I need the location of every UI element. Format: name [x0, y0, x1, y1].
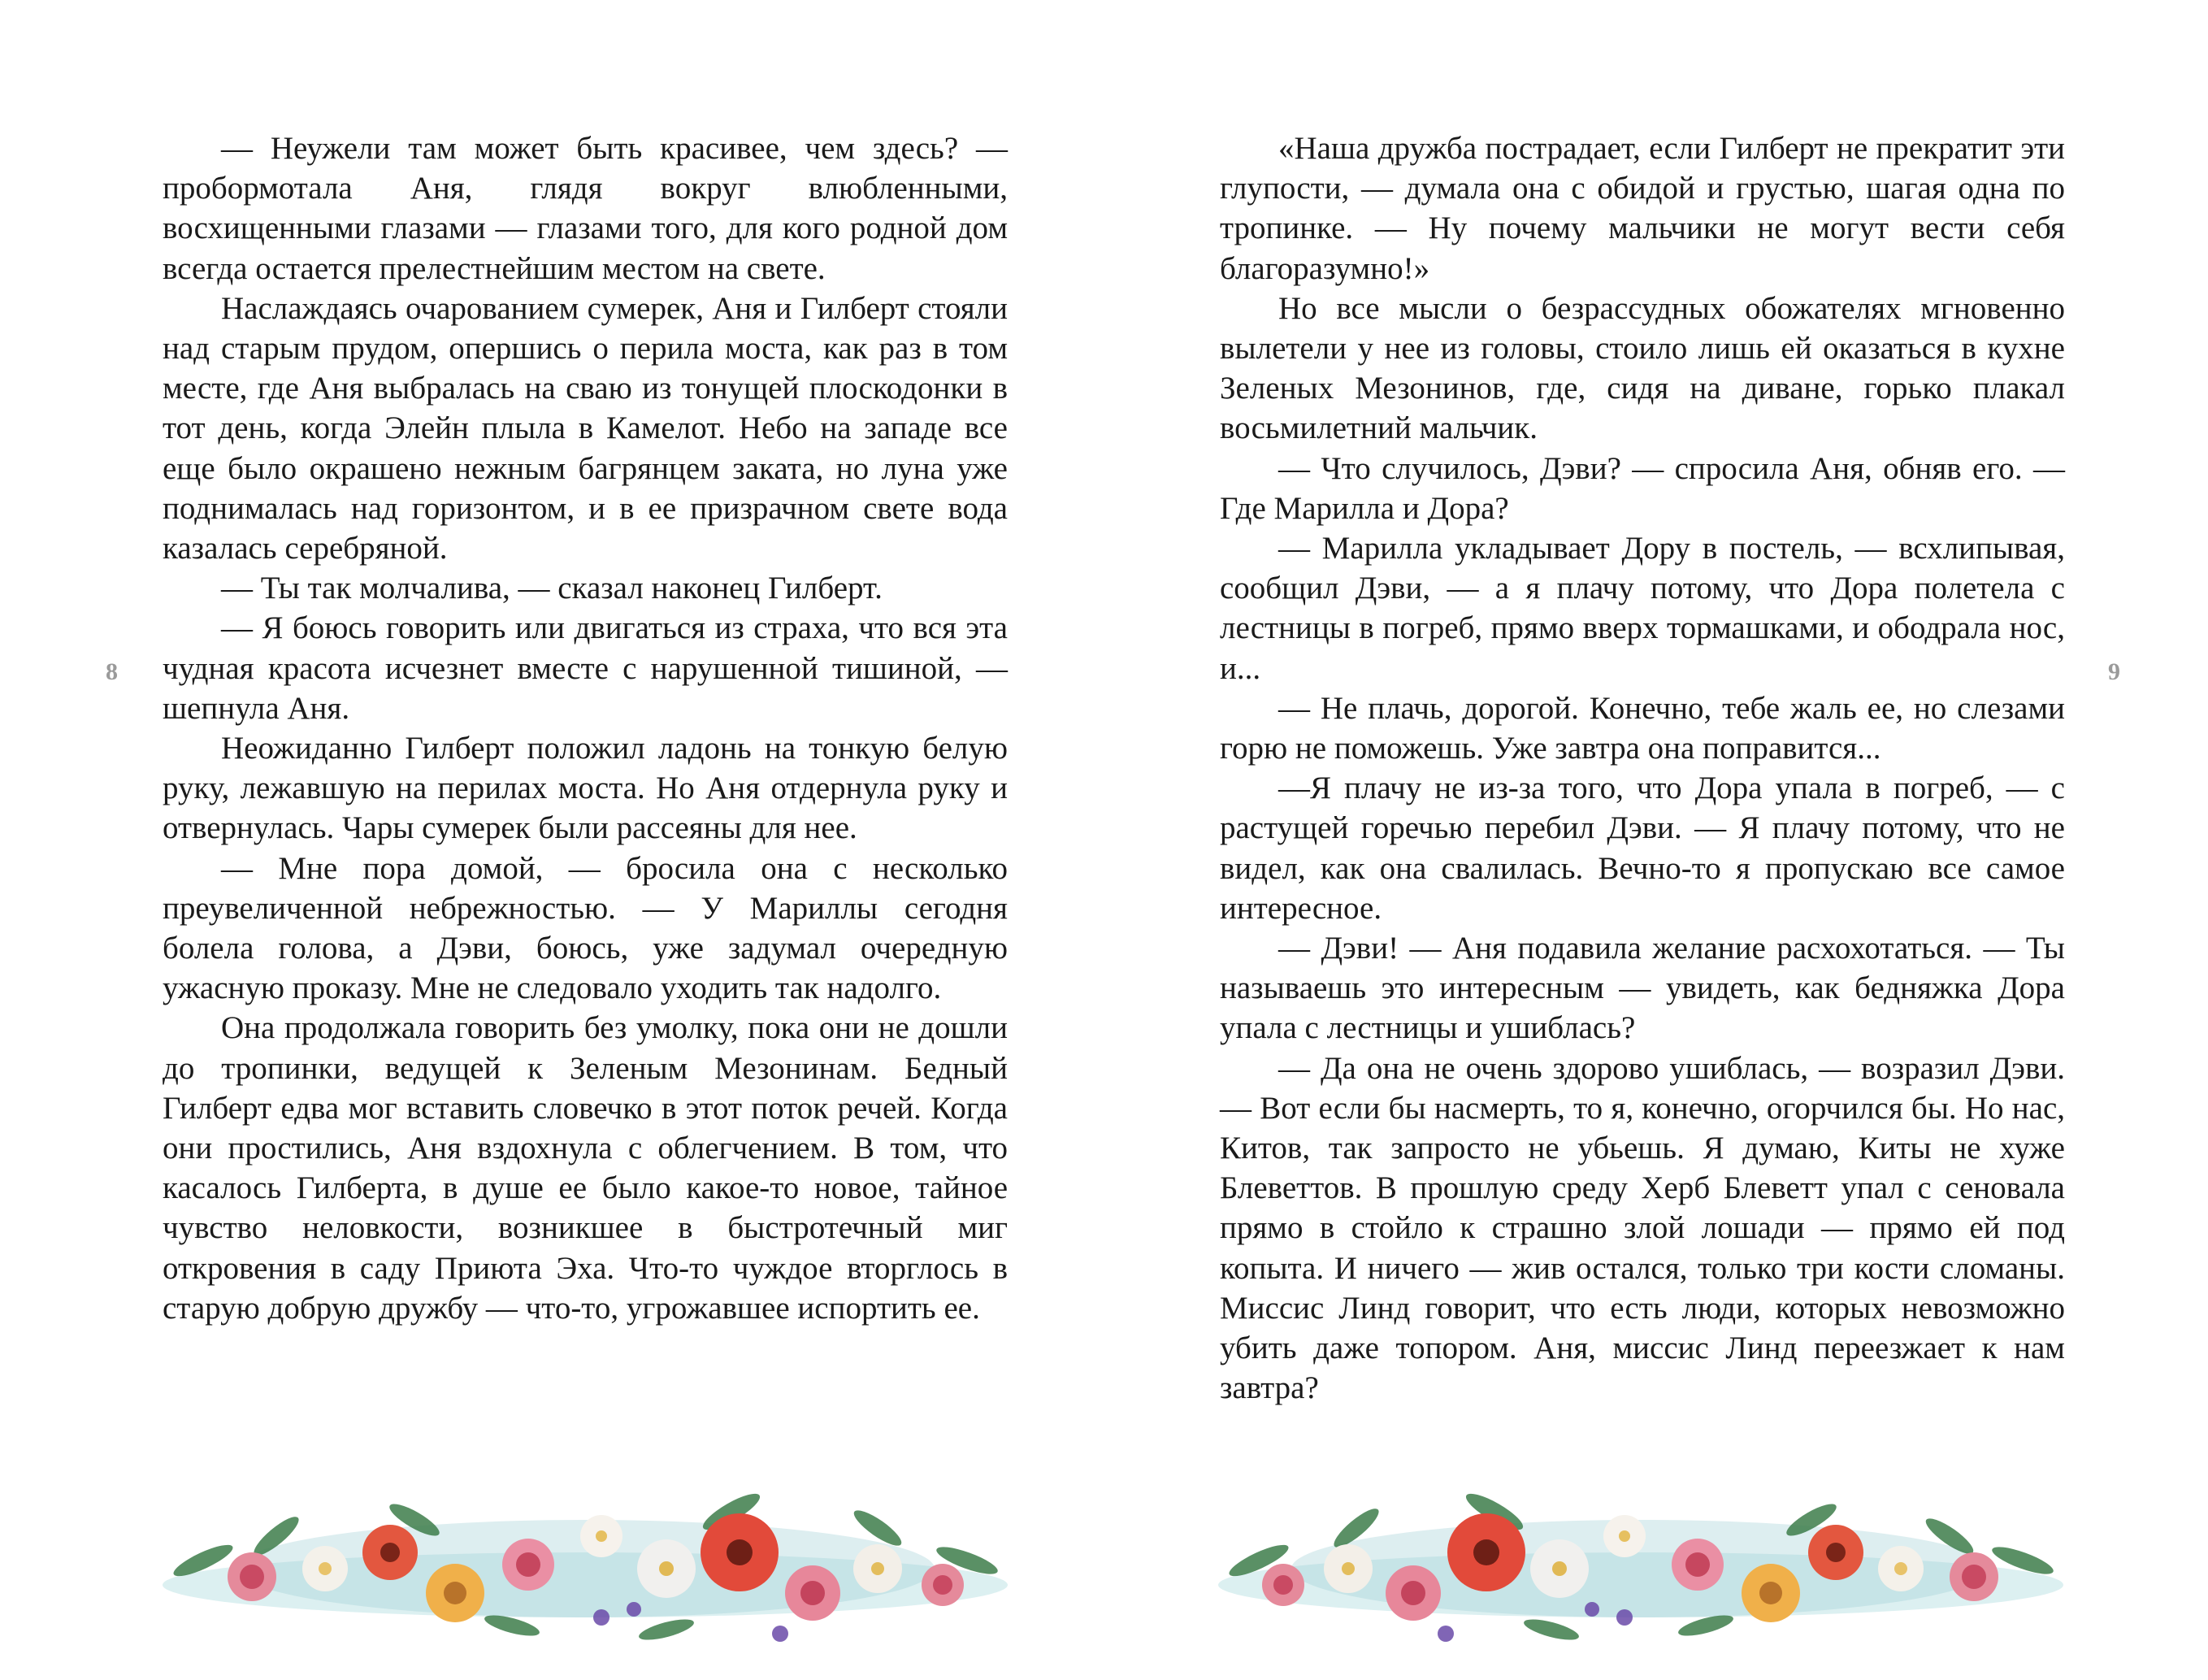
paragraph: — Марилла укладывает Дору в постель, — всхлипывая, сообщил Дэви, — а я плачу потому, что Дора полетела с лестницы в погреб, прямо вверх тормашками, и ободрала нос, и... — [1220, 531, 2065, 686]
right-page — [1104, 0, 2208, 1680]
paragraph: Неожиданно Гилберт положил ладонь на тонкую белую руку, лежавшую на перилах моста. Но Аня отдернула руку и отвернулась. Чары сумерек были рассеяны для нее. — [163, 731, 1008, 846]
paragraph: — Не плачь, дорогой. Конечно, тебе жаль ее, но слезами горю не поможешь. Уже завтра она поправится... — [1220, 690, 2065, 766]
page-number-left: 8 — [106, 658, 118, 685]
paragraph: — Я боюсь говорить или двигаться из страха, что вся эта чудная красота исчезнет вместе с нарушенной тишиной, — шепнула Аня. — [163, 610, 1008, 726]
paragraph: Но все мысли о безрассудных обожателях мгновенно вылетели у нее из головы, стоило лишь ей оказаться в кухне Зеленых Мезонинов, где, сидя на диване, горько плакал восьмилетний мальчик. — [1220, 290, 2065, 446]
paragraph: — Ты так молчалива, — сказал наконец Гилберт. — [221, 571, 883, 606]
left-page-text — [163, 128, 1008, 1328]
floral-garland-illustration — [1202, 1463, 2080, 1658]
paragraph: — Да она не очень здорово ушиблась, — возразил Дэви. — Вот если бы насмерть, то я, конечно, огорчился бы. Но нас, Китов, так запросто не убьешь. Я думаю, Киты не хуже Блеветтов. В прошлую среду Херб Блеветт упал с сеновала прямо в стойло к страшно злой лошади — прямо ей под копыта. И ничего — жив остался, только три кости сломаны. Миссис Линд говорит, что есть люди, которых невозможно убить даже топором. Аня, миссис Линд переезжает к нам завтра? — [1220, 1050, 2065, 1406]
paragraph: — Мне пора домой, — бросила она с несколько преувеличенной небрежностью. — У Мариллы сегодня болела голова, а Дэви, боюсь, уже задумал очередную ужасную проказу. Мне не следовало уходить так надолго. — [163, 850, 1008, 1006]
right-page-text — [1220, 128, 2065, 1409]
paragraph: «Наша дружба пострадает, если Гилберт не прекратит эти глупости, — думала она с обидой и грустью, шагая одна по тропинке. — Ну почему мальчики не могут вести себя благоразумно!» — [1220, 131, 2065, 286]
paragraph: Наслаждаясь очарованием сумерек, Аня и Гилберт стояли над старым прудом, опершись о перила моста, как раз в том месте, где Аня выбралась на сваю из тонущей плоскодонки в тот день, когда Элейн плыла в Камелот. Небо на западе все еще было окрашено нежным багрянцем заката, но луна уже поднималась над горизонтом, и в ее призрачном свете вода казалась серебряной. — [163, 290, 1008, 567]
paragraph: —Я плачу не из-за того, что Дора упала в погреб, — с растущей горечью перебил Дэви. — Я плачу потому, что не видел, как она свалилась. Вечно-то я пропускаю все самое интересное. — [1220, 771, 2065, 926]
paragraph: — Что случилось, Дэви? — спросила Аня, обняв его. — Где Марилла и Дора? — [1220, 450, 2065, 526]
paragraph: — Дэви! — Аня подавила желание расхохотаться. — Ты называешь это интересным — увидеть, как бедняжка Дора упала с лестницы и ушиблась? — [1220, 931, 2065, 1046]
floral-garland-illustration — [146, 1463, 1024, 1658]
paragraph: — Неужели там может быть красивее, чем здесь? — пробормотала Аня, глядя вокруг влюбленными, восхищенными глазами — глазами того, для кого родной дом всегда остается прелестнейшим местом на свете. — [163, 131, 1008, 286]
paragraph: Она продолжала говорить без умолку, пока они не дошли до тропинки, ведущей к Зеленым Мезонинам. Бедный Гилберт едва мог вставить словечко в этот поток речей. Когда они простились, Аня вздохнула с облегчением. В том, что касалось Гилберта, в душе ее было какое-то новое, тайное чувство неловкости, возникшее в быстротечный миг откровения в саду Приюта Эха. Что-то чуждое вторглось в старую добрую дружбу — что-то, угрожавшее испортить ее. — [163, 1010, 1008, 1326]
page-number-right: 9 — [2108, 658, 2120, 685]
